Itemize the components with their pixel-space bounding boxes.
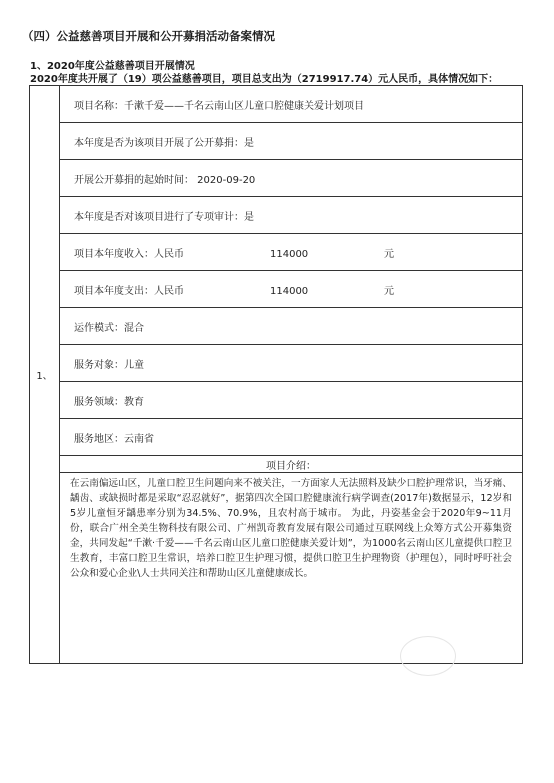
expense-field: [60, 271, 523, 308]
fundraising-start-field: 开展公开募捐的起始时间： 2020-09-20: [60, 160, 523, 197]
expense-unit: 元: [384, 285, 394, 297]
income-value: 114000: [270, 248, 309, 260]
income-field: [60, 234, 523, 271]
faint-seal-stamp: [400, 636, 456, 676]
intro-text: 在云南偏远山区，儿童口腔卫生问题向来不被关注，一方面家人无法照料及缺少口腔护理常识，当牙痛、龋齿、或缺损时都是采取“忍忍就好”，据第四次全国口腔健康流行病学调查(2017年)数据显示，12岁和5岁儿童恒牙龋患率分别为34.5%、70.9%，且农村高于城市。 为此，丹姿基金会于2020年9~11月份，联合广州全美生物科技有限公司、广州凯奇教育发展有限公司通过互联网线上众筹方式公开募集资金，共同发起“千漱·千爱——千名云南山区儿童口腔健康关爱计划”，为1000名云南山区儿童提供口腔卫生教育，丰富口腔卫生常识，培养口腔卫生护理习惯，提供口腔卫生护理物资（护理包），同时呼吁社会公众和爱心企业\人士共同关注和帮助山区儿童健康成长。: [60, 473, 523, 664]
section-title: （四）公益慈善项目开展和公开募捐活动备案情况: [22, 29, 275, 43]
row-index: 1、: [30, 86, 60, 664]
special-audit-field: 本年度是否对该项目进行了专项审计：是: [60, 197, 523, 234]
income-unit: 元: [384, 248, 394, 260]
intro-heading: 项目介绍：: [60, 456, 523, 473]
summary-line: 2020年度共开展了（19）项公益慈善项目，项目总支出为（2719917.74）元人民币，具体情况如下：: [30, 74, 499, 85]
income-label: 项目本年度收入：人民币: [74, 248, 184, 260]
expense-value: 114000: [270, 285, 309, 297]
subsection-title: 1、2020年度公益慈善项目开展情况: [30, 61, 195, 72]
project-name-field: 项目名称：千漱千爱——千名云南山区儿童口腔健康关爱计划项目: [60, 86, 523, 123]
operation-mode-field: 运作模式：混合: [60, 308, 523, 345]
expense-label: 项目本年度支出：人民币: [74, 285, 184, 297]
service-region-field: 服务地区：云南省: [60, 419, 523, 456]
service-target-field: 服务对象：儿童: [60, 345, 523, 382]
public-fundraising-field: 本年度是否为该项目开展了公开募捐：是: [60, 123, 523, 160]
project-record-table: [29, 85, 523, 664]
service-field-field: 服务领域：教育: [60, 382, 523, 419]
